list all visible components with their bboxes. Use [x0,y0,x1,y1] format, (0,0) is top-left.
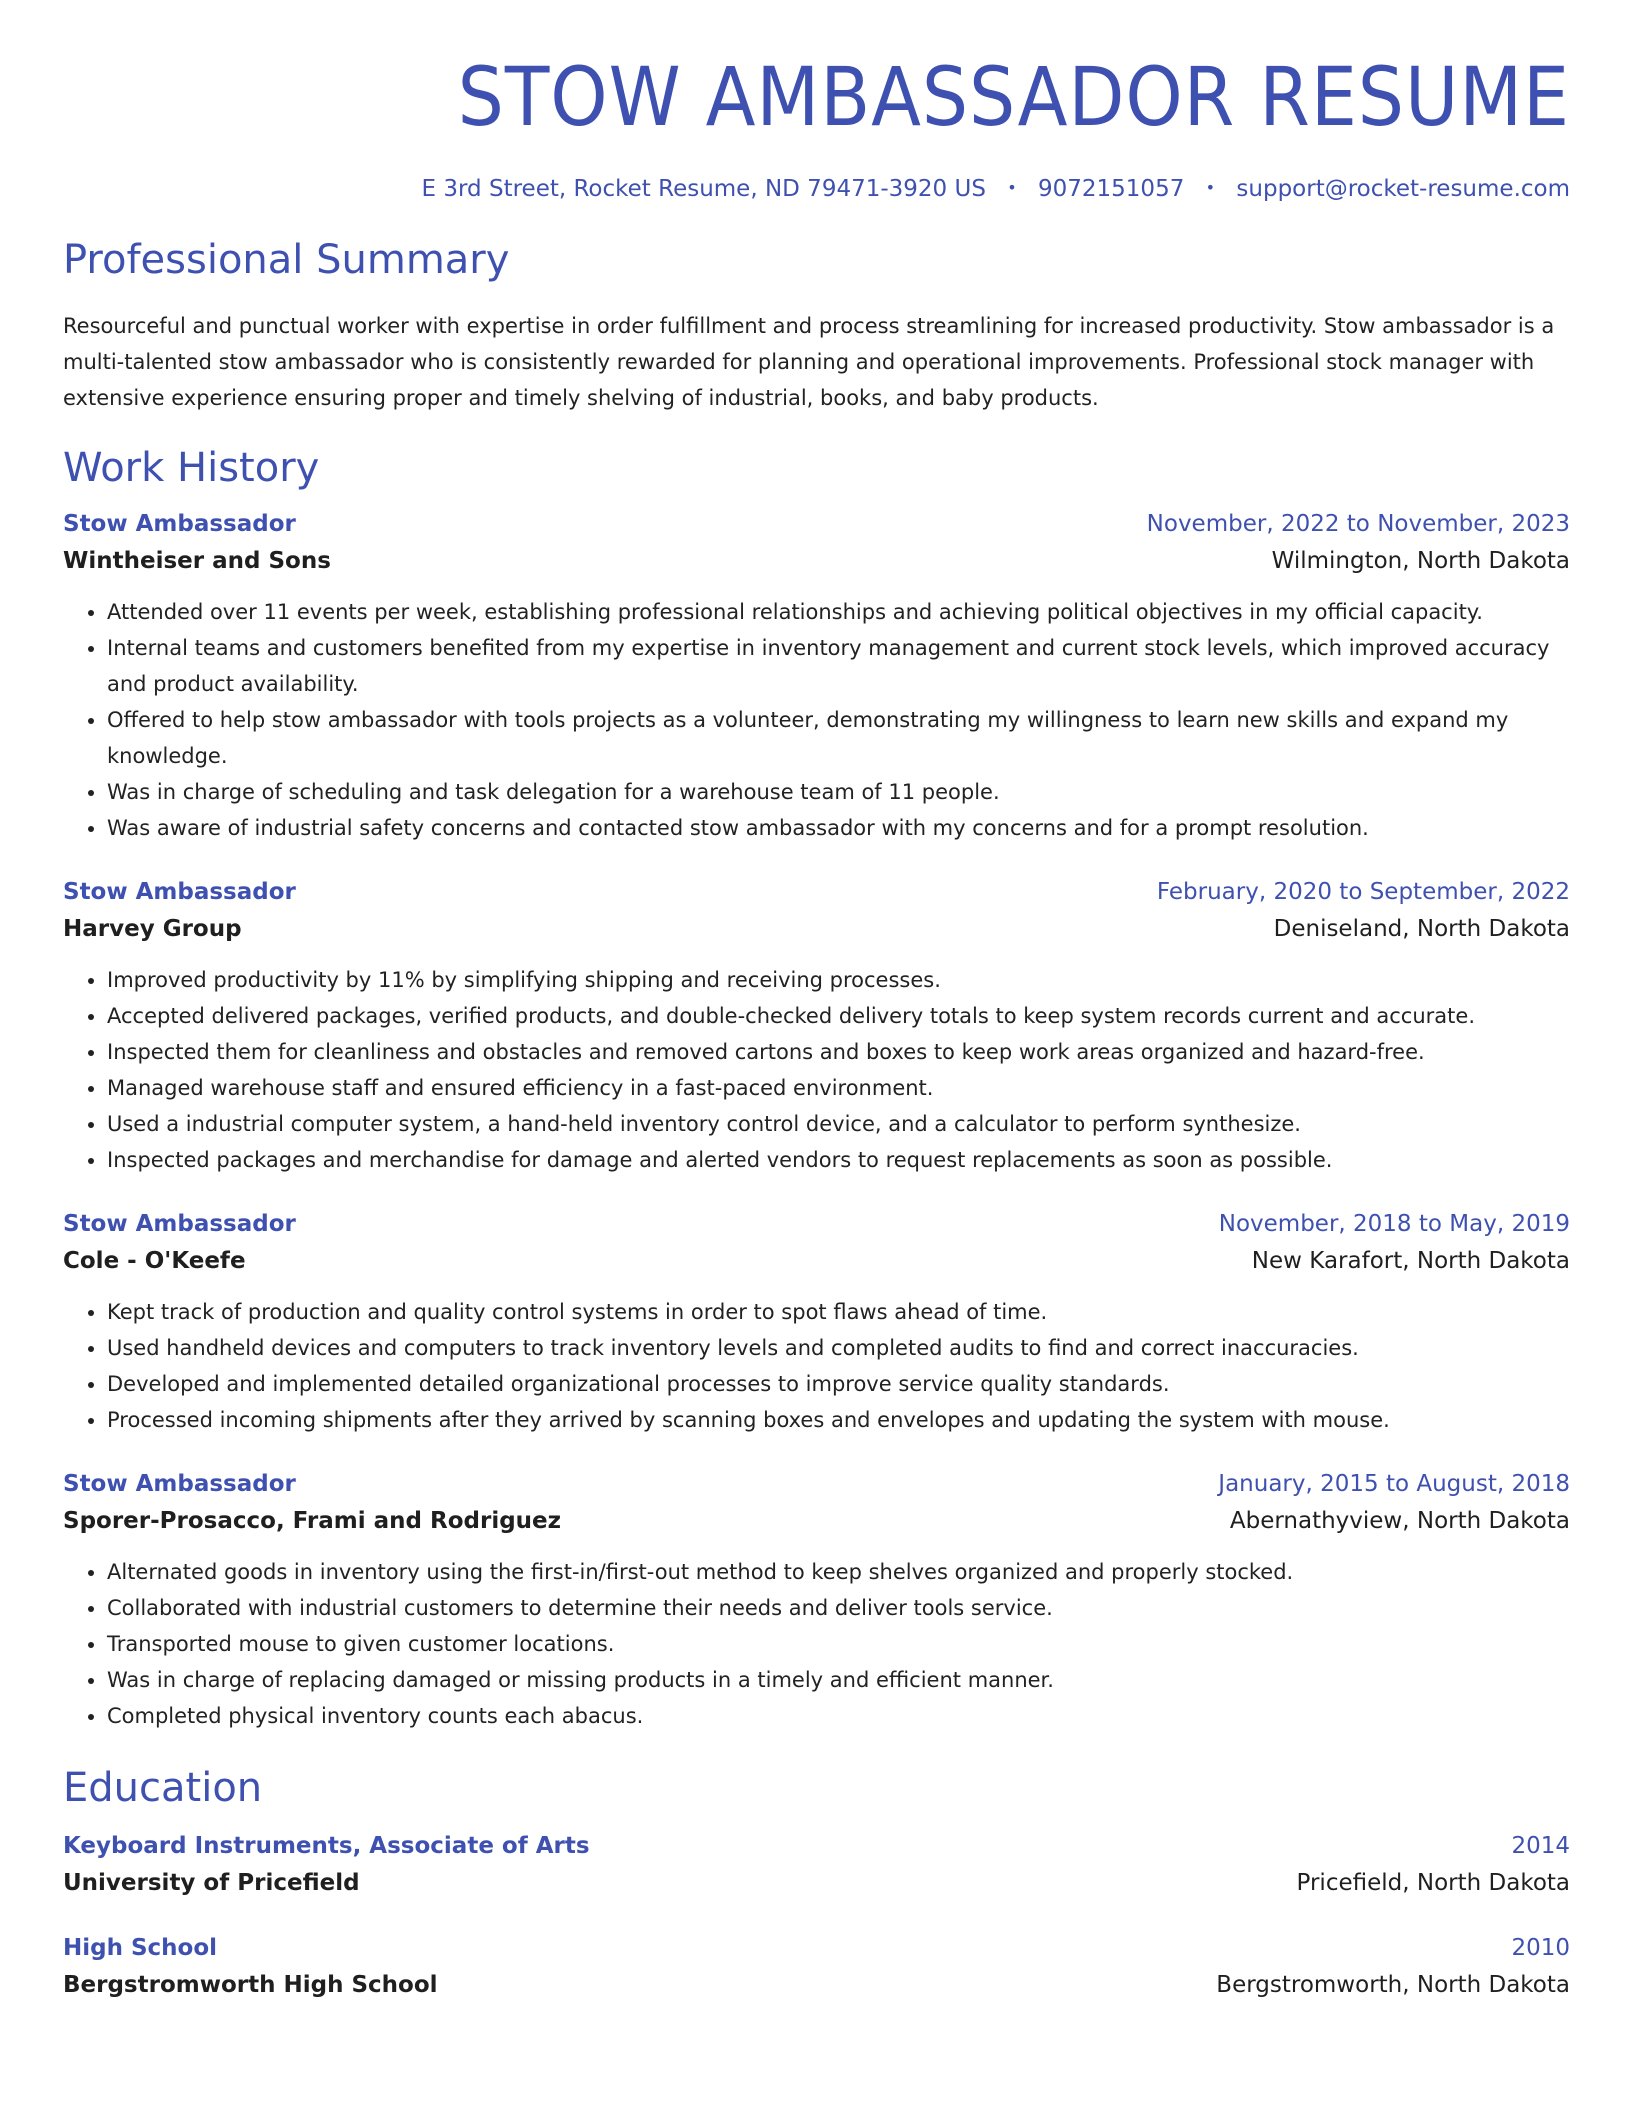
job-entry [63,874,1570,1178]
job-entry [63,1466,1570,1734]
contact-email[interactable]: support@rocket-resume.com [1236,176,1570,202]
education-header-row [63,1828,1570,1864]
education-year: 2010 [1511,1935,1570,1961]
job-bullets [63,962,1570,1178]
job-bullet: • Alternated goods in inventory using the first-in/first-out method to keep shelves organized and properly stocked. [107,1554,1570,1590]
job-bullet: • Developed and implemented detailed organizational processes to improve service quality standards. [107,1366,1570,1402]
job-company: Harvey Group [63,916,242,942]
job-header-row [63,506,1570,542]
job-location: Deniseland, North Dakota [1273,916,1570,942]
job-company-row [63,1242,1570,1280]
job-company-row [63,1502,1570,1540]
job-bullet: • Kept track of production and quality control systems in order to spot flaws ahead of time. [107,1294,1570,1330]
contact-separator: • [1205,178,1216,197]
job-dates: February, 2020 to September, 2022 [1156,879,1570,905]
education-school-row [63,1864,1570,1902]
education-entry [63,1930,1570,2004]
education-entry [63,1828,1570,1902]
education-heading: Education [63,1765,263,1811]
job-bullet: • Managed warehouse staff and ensured efficiency in a fast-paced environment. [107,1070,1570,1106]
job-bullet: • Inspected them for cleanliness and obstacles and removed cartons and boxes to keep work areas organized and hazard-free. [107,1034,1570,1070]
job-header-row [63,1466,1570,1502]
job-bullet: • Was in charge of replacing damaged or missing products in a timely and efficient manner. [107,1662,1570,1698]
job-bullet: • Collaborated with industrial customers to determine their needs and deliver tools service. [107,1590,1570,1626]
job-bullets [63,594,1570,846]
job-bullet: • Used handheld devices and computers to track inventory levels and completed audits to find and correct inaccuracies. [107,1330,1570,1366]
job-location: New Karafort, North Dakota [1251,1248,1570,1274]
job-bullet: • Attended over 11 events per week, establishing professional relationships and achieving political objectives in my official capacity. [107,594,1570,630]
education-school-row [63,1966,1570,2004]
job-company-row [63,542,1570,580]
job-bullet: • Improved productivity by 11% by simplifying shipping and receiving processes. [107,962,1570,998]
education-location: Bergstromworth, North Dakota [1216,1972,1570,1998]
summary-text: Resourceful and punctual worker with expertise in order fulfillment and process streamlining for increased productivity. Stow ambassador is a multi-talented stow ambassador who is consistently rewarded for planning and operational improvements. Professional stock manager with extensive experience ensuring proper and timely shelving of industrial, books, and baby products. [63,314,1555,410]
job-header-row [63,874,1570,910]
job-role: Stow Ambassador [63,879,296,905]
contact-separator: • [1007,178,1017,197]
contact-line [63,176,1570,202]
resume-title: STOW AMBASSADOR RESUME [457,51,1570,145]
job-location: Wilmington, North Dakota [1271,548,1570,574]
education-header-row [63,1930,1570,1966]
education-location: Pricefield, North Dakota [1296,1870,1570,1896]
job-dates: November, 2022 to November, 2023 [1146,511,1570,537]
education-school: University of Pricefield [63,1870,360,1896]
job-bullet: • Was in charge of scheduling and task delegation for a warehouse team of 11 people. [107,774,1570,810]
job-bullet: • Was aware of industrial safety concerns and contacted stow ambassador with my concerns and for a prompt resolution. [107,810,1570,846]
education-school: Bergstromworth High School [63,1972,438,1998]
job-company-row [63,910,1570,948]
job-header-row [63,1206,1570,1242]
job-role: Stow Ambassador [63,511,296,537]
job-company: Wintheiser and Sons [63,548,331,574]
job-bullet: • Internal teams and customers benefited from my expertise in inventory management and current stock levels, which improved accuracy and product availability. [107,630,1570,702]
job-bullet: • Accepted delivered packages, verified products, and double-checked delivery totals to keep system records current and accurate. [107,998,1570,1034]
education-year: 2014 [1511,1833,1570,1859]
education-degree: High School [63,1935,218,1961]
job-entry [63,1206,1570,1438]
education-list [63,1828,1570,2004]
work-history-heading: Work History [63,445,320,491]
job-bullet: • Transported mouse to given customer locations. [107,1626,1570,1662]
contact-address: E 3rd Street, Rocket Resume, ND 79471-3920 US [421,176,986,202]
job-company: Sporer-Prosacco, Frami and Rodriguez [63,1508,562,1534]
work-history-list [63,506,1570,1734]
education-degree: Keyboard Instruments, Associate of Arts [63,1833,590,1859]
resume-header [63,50,1570,202]
job-bullets [63,1554,1570,1734]
job-bullet: • Completed physical inventory counts each abacus. [107,1698,1570,1734]
job-dates: November, 2018 to May, 2019 [1218,1211,1570,1237]
job-bullet: • Offered to help stow ambassador with tools projects as a volunteer, demonstrating my willingness to learn new skills and expand my knowledge. [107,702,1570,774]
job-location: Abernathyview, North Dakota [1229,1508,1570,1534]
job-bullet: • Inspected packages and merchandise for damage and alerted vendors to request replacements as soon as possible. [107,1142,1570,1178]
contact-phone: 9072151057 [1038,176,1185,202]
job-role: Stow Ambassador [63,1471,296,1497]
job-bullet: • Processed incoming shipments after they arrived by scanning boxes and envelopes and updating the system with mouse. [107,1402,1570,1438]
job-bullets [63,1294,1570,1438]
job-company: Cole - O'Keefe [63,1248,246,1274]
summary-heading: Professional Summary [63,237,510,283]
job-dates: January, 2015 to August, 2018 [1218,1471,1570,1497]
job-bullet: • Used a industrial computer system, a hand-held inventory control device, and a calculator to perform synthesize. [107,1106,1570,1142]
job-entry [63,506,1570,846]
job-role: Stow Ambassador [63,1211,296,1237]
